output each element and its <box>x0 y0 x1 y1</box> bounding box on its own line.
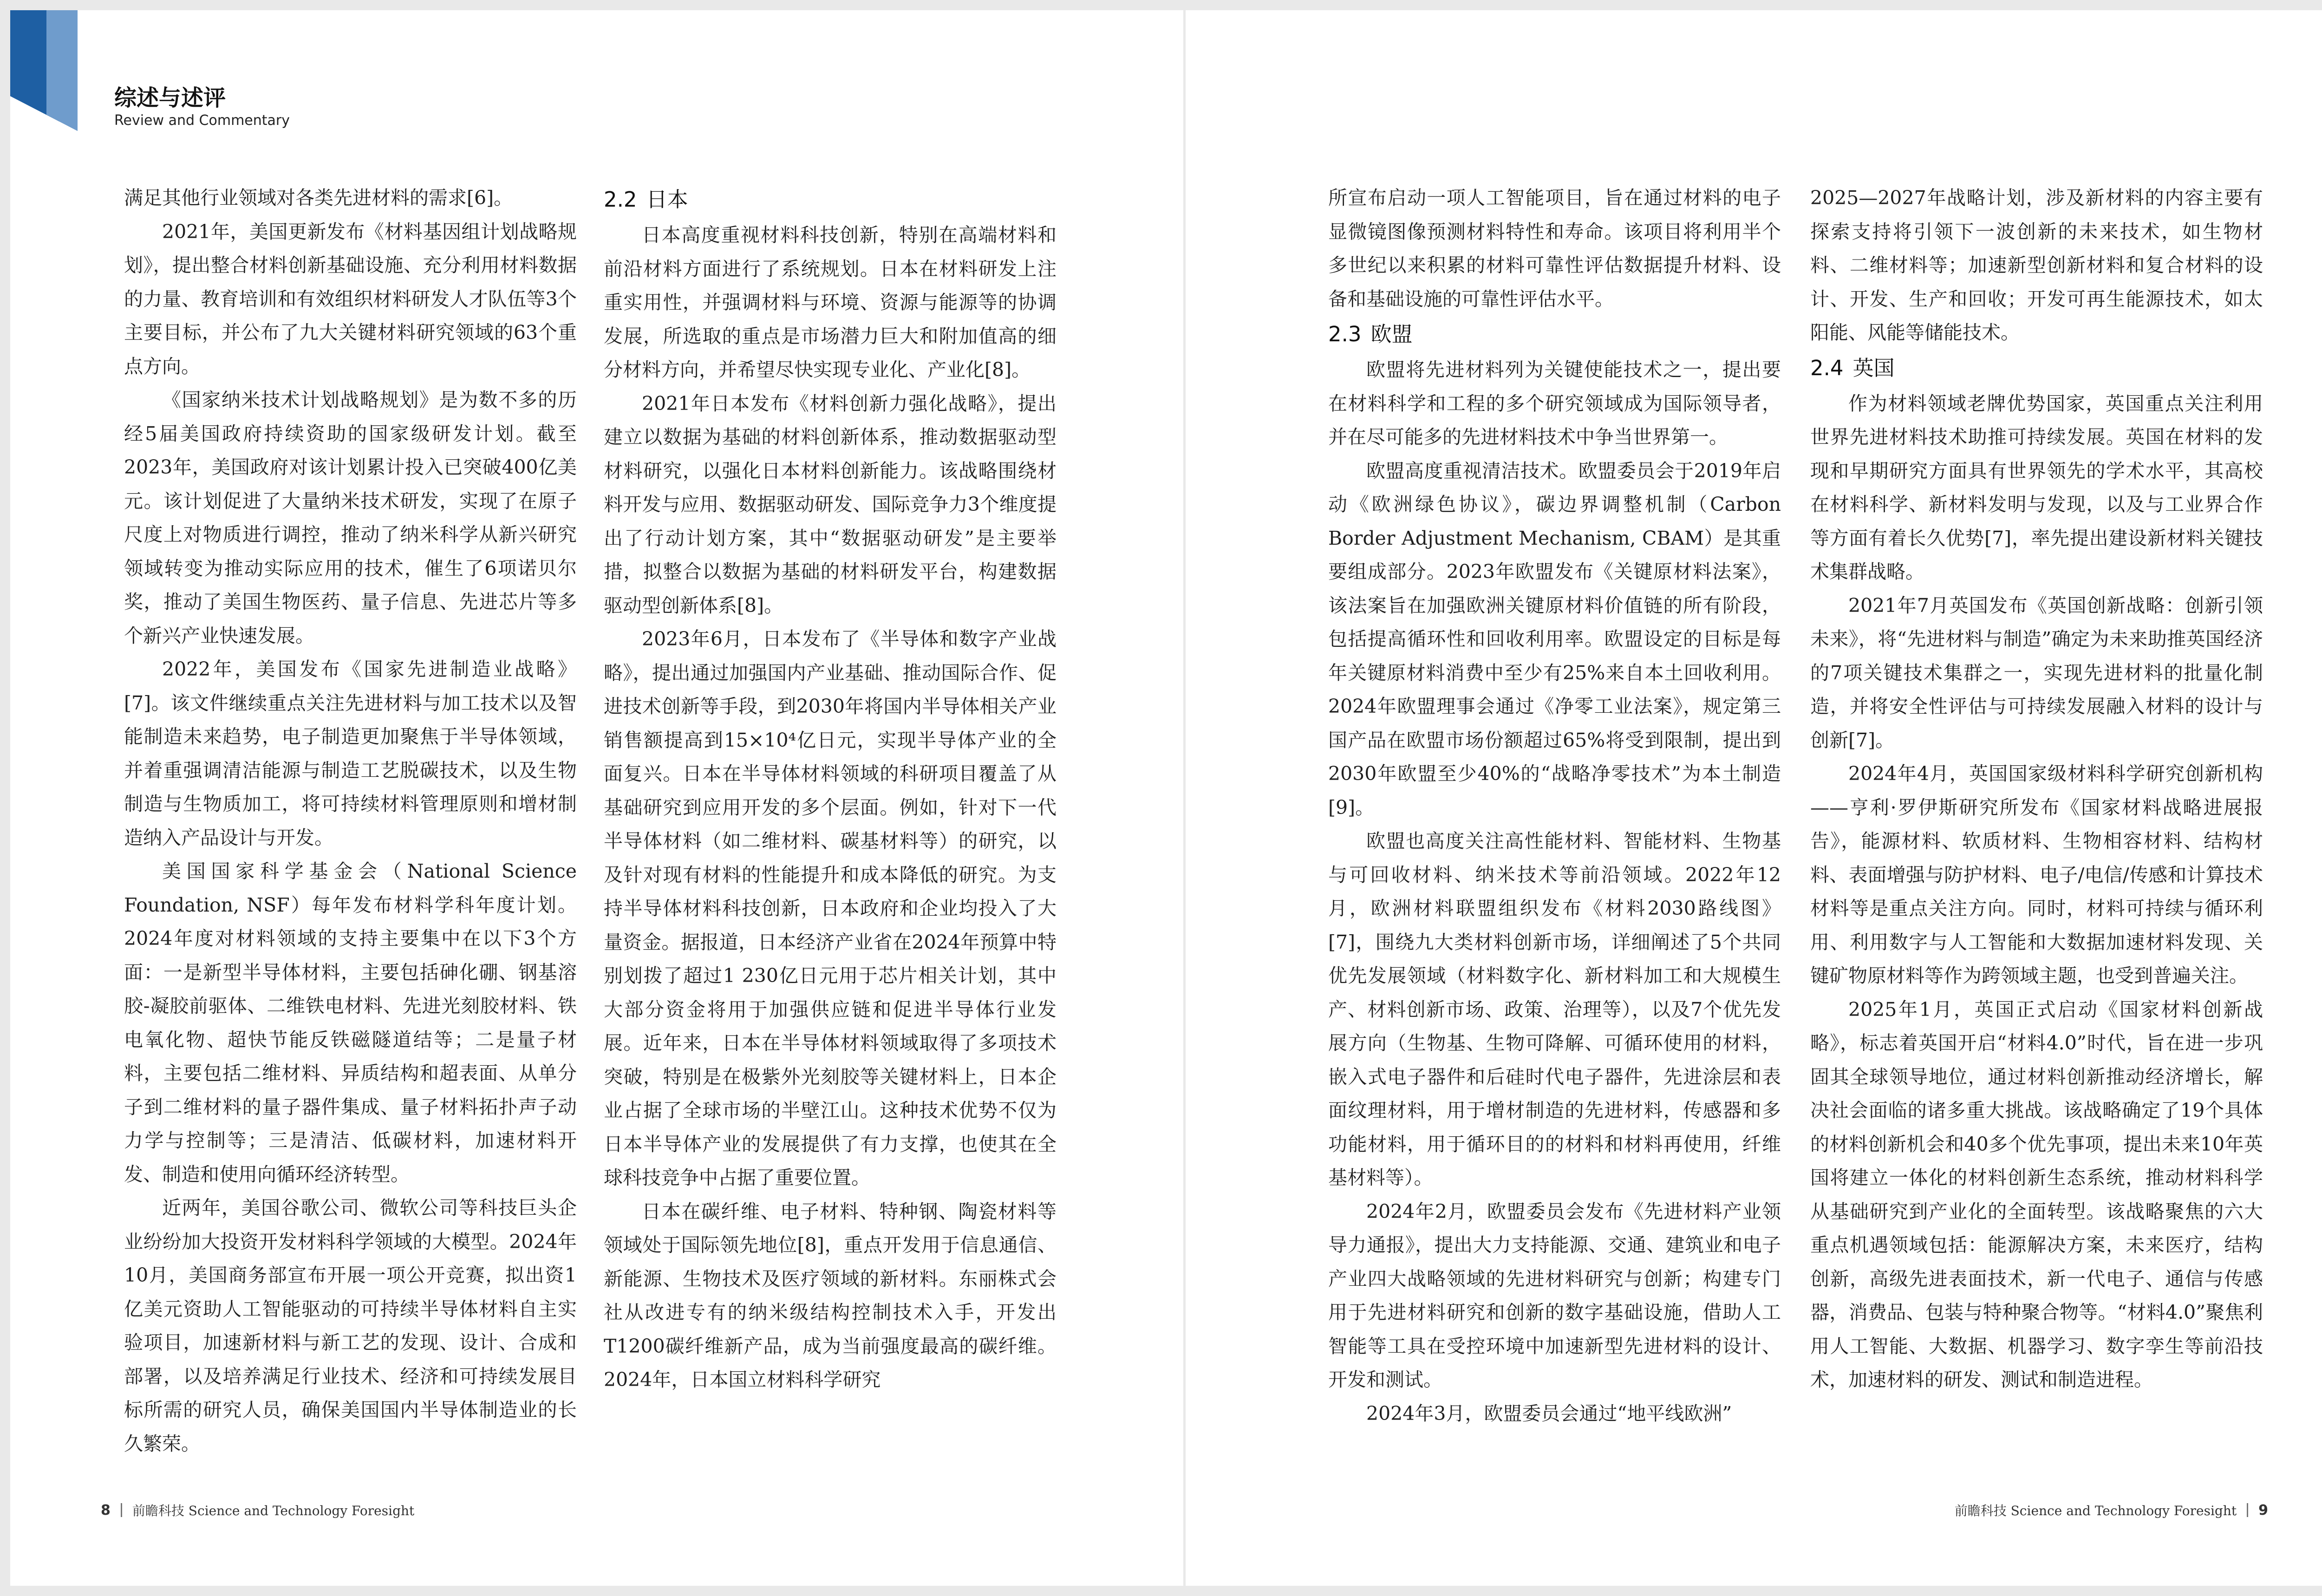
subsection-title: 欧盟 <box>1370 322 1413 346</box>
subsection-number: 2.4 <box>1810 355 1844 380</box>
text-column-2 <box>604 181 1057 1397</box>
subsection-heading <box>604 181 1057 218</box>
body-paragraph: 美国国家科学基金会（National Science Foundation, NSF）每年发布材料学科年度计划。2024年度对材料领域的支持主要集中在以下3个方面：一是新型半导体材料，主要包括砷化硼、钢基溶胶-凝胶前驱体、二维铁电材料、先进光刻胶材料、铁电氧化物、超快节能反铁磁隧道结等；二是量子材料，主要包括二维材料、异质结构和超表面、从单分子到二维材料的量子器件集成、量子材料拓扑声子动力学与控制等；三是清洁、低碳材料，加速材料开发、制造和使用向循环经济转型。 <box>124 860 577 1186</box>
journal-name: 前瞻科技 Science and Technology Foresight <box>1954 1503 2237 1518</box>
body-paragraph: 2021年，美国更新发布《材料基因组计划战略规划》，提出整合材料创新基础设施、充分利用材料数据的力量、教育培训和有效组织材料研发人才队伍等3个主要目标，并公布了九大关键材料研究领域的63个重点方向。 <box>124 220 577 378</box>
footer-divider <box>2247 1503 2248 1517</box>
body-paragraph: 2024年4月，英国国家级材料科学研究创新机构——亨利·罗伊斯研究所发布《国家材料战略进展报告》，能源材料、软质材料、生物相容材料、结构材料、表面增强与防护材料、电子/电信/传感和计算技术材料等是重点关注方向。同时，材料可持续与循环利用、利用数字与人工智能和大数据加速材料发现、关键矿物原材料等作为跨领域主题，也受到普遍关注。 <box>1810 762 2263 987</box>
subsection-title: 英国 <box>1852 355 1895 380</box>
body-paragraph: 作为材料领域老牌优势国家，英国重点关注利用世界先进材料技术助推可持续发展。英国在材料的发现和早期研究方面具有世界领先的学术水平，其高校在材料科学、新材料发明与发现，以及与工业界合作等方面有着长久优势[7]，率先提出建设新材料关键技术集群战略。 <box>1810 392 2263 583</box>
subsection-number: 2.2 <box>604 187 637 212</box>
left-page <box>10 10 1183 1586</box>
body-paragraph: 日本高度重视材料科技创新，特别在高端材料和前沿材料方面进行了系统规划。日本在材料研发上注重实用性，并强调材料与环境、资源与能源等的协调发展，所选取的重点是市场潜力巨大和附加值高的细分材料方向，并希望尽快实现专业化、产业化[8]。 <box>604 224 1057 381</box>
page-number: 8 <box>101 1502 111 1518</box>
text-column-4 <box>1810 181 2263 1397</box>
section-title: 综述与述评 <box>114 85 226 111</box>
section-subtitle: Review and Commentary <box>114 112 290 129</box>
subsection-number: 2.3 <box>1328 322 1362 346</box>
journal-name: 前瞻科技 Science and Technology Foresight <box>132 1503 415 1518</box>
text-column-1 <box>124 181 577 1460</box>
text-column-3 <box>1328 181 1781 1430</box>
subsection-heading <box>1328 316 1781 353</box>
subsection-title: 日本 <box>646 187 688 212</box>
body-paragraph: 2022年，美国发布《国家先进制造业战略》[7]。该文件继续重点关注先进材料与加工技术以及智能制造未来趋势，电子制造更加聚焦于半导体领域，并着重强调清洁能源与制造工艺脱碳技术，以及生物制造与生物质加工，将可持续材料管理原则和增材制造纳入产品设计与开发。 <box>124 658 577 849</box>
footer-divider <box>121 1503 122 1517</box>
body-paragraph: 2025—2027年战略计划，涉及新材料的内容主要有探索支持将引领下一波创新的未来技术，如生物材料、二维材料等；加速新型创新材料和复合材料的设计、开发、生产和回收；开发可再生能源技术，如太阳能、风能等储能技术。 <box>1810 187 2263 344</box>
body-paragraph: 2021年7月英国发布《英国创新战略：创新引领未来》，将“先进材料与制造”确定为未来助推英国经济的7项关键技术集群之一，实现先进材料的批量化制造，并将安全性评估与可持续发展融入材料的设计与创新[7]。 <box>1810 594 2263 751</box>
body-paragraph: 《国家纳米技术计划战略规划》是为数不多的历经5届美国政府持续资助的国家级研发计划。截至2023年，美国政府对该计划累计投入已突破400亿美元。该计划促进了大量纳米技术研发，实现了在原子尺度上对物质进行调控，推动了纳米科学从新兴研究领域转变为推动实际应用的技术，催生了6项诺贝尔奖，推动了美国生物医药、量子信息、先进芯片等多个新兴产业快速发展。 <box>124 389 577 647</box>
body-paragraph: 欧盟将先进材料列为关键使能技术之一，提出要在材料科学和工程的多个研究领域成为国际领导者，并在尽可能多的先进材料技术中争当世界第一。 <box>1328 358 1781 448</box>
body-paragraph: 欧盟高度重视清洁技术。欧盟委员会于2019年启动《欧洲绿色协议》，碳边界调整机制（Carbon Border Adjustment Mechanism, CBAM）是其重要组成部分。2023年欧盟发布《关键原材料法案》，该法案旨在加强欧洲关键原材料价值链的所有阶段，包括提高循环性和回收利用率。欧盟设定的目标是每年关键原材料消费中至少有25%来自本土回收利用。2024年欧盟理事会通过《净零工业法案》，规定第三国产品在欧盟市场份额超过65%将受到限制，提出到2030年欧盟至少40%的“战略净零技术”为本土制造[9]。 <box>1328 459 1781 819</box>
body-paragraph: 日本在碳纤维、电子材料、特种钢、陶瓷材料等领域处于国际领先地位[8]，重点开发用于信息通信、新能源、生物技术及医疗领域的新材料。东丽株式会社从改进专有的纳米级结构控制技术入手，开发出T1200碳纤维新产品，成为当前强度最高的碳纤维。2024年，日本国立材料科学研究 <box>604 1200 1057 1391</box>
body-paragraph: 2025年1月，英国正式启动《国家材料创新战略》，标志着英国开启“材料4.0”时代，旨在进一步巩固其全球领导地位，通过材料创新推动经济增长，解决社会面临的诸多重大挑战。该战略确定了19个具体的材料创新机会和40多个优先事项，提出未来10年英国将建立一体化的材料创新生态系统，推动材料科学从基础研究到产业化的全面转型。该战略聚焦的六大重点机遇领域包括：能源解决方案，未来医疗，结构创新，高级先进表面技术，新一代电子、通信与传感器，消费品、包装与特种聚合物等。“材料4.0”聚焦利用人工智能、大数据、机器学习、数字孪生等前沿技术，加速材料的研发、测试和制造进程。 <box>1810 998 2263 1391</box>
body-paragraph: 近两年，美国谷歌公司、微软公司等科技巨头企业纷纷加大投资开发材料科学领域的大模型。2024年10月，美国商务部宣布开展一项公开竞赛，拟出资1亿美元资助人工智能驱动的可持续半导体材料自主实验项目，加速新材料与新工艺的发现、设计、合成和部署，以及培养满足行业技术、经济和可持续发展目标所需的研究人员，确保美国国内半导体制造业的长久繁荣。 <box>124 1197 577 1455</box>
body-paragraph: 2024年2月，欧盟委员会发布《先进材料产业领导力通报》，提出大力支持能源、交通、建筑业和电子产业四大战略领域的先进材料研究与创新；构建专门用于先进材料研究和创新的数字基础设施，借助人工智能等工具在受控环境中加速新型先进材料的设计、开发和测试。 <box>1328 1200 1781 1391</box>
body-paragraph: 欧盟也高度关注高性能材料、智能材料、生物基与可回收材料、纳米技术等前沿领域。2022年12月，欧洲材料联盟组织发布《材料2030路线图》[7]，围绕九大类材料创新市场，详细阐述了5个共同优先发展领域（材料数字化、新材料加工和大规模生产、材料创新市场、政策、治理等），以及7个优先发展方向（生物基、生物可降解、可循环使用的材料，嵌入式电子器件和后硅时代电子器件，先进涂层和表面纹理材料，用于增材制造的先进材料，传感器和多功能材料，用于循环目的的材料和材料再使用，纤维基材料等）。 <box>1328 830 1781 1189</box>
body-paragraph: 所宣布启动一项人工智能项目，旨在通过材料的电子显微镜图像预测材料特性和寿命。该项目将利用半个多世纪以来积累的材料可靠性评估数据提升材料、设备和基础设施的可靠性评估水平。 <box>1328 187 1781 310</box>
page-footer-left <box>101 1501 414 1519</box>
body-paragraph: 2024年3月，欧盟委员会通过“地平线欧洲” <box>1366 1402 1732 1425</box>
subsection-heading <box>1810 350 2263 387</box>
body-paragraph: 满足其他行业领域对各类先进材料的需求[6]。 <box>124 187 513 209</box>
page-number: 9 <box>2258 1502 2268 1518</box>
page-footer-right <box>1955 1501 2268 1519</box>
body-paragraph: 2021年日本发布《材料创新力强化战略》，提出建立以数据为基础的材料创新体系，推动数据驱动型材料研究，以强化日本材料创新能力。该战略围绕材料开发与应用、数据驱动研发、国际竞争力3个维度提出了行动计划方案，其中“数据驱动研发”是主要举措，拟整合以数据为基础的材料研发平台，构建数据驱动型创新体系[8]。 <box>604 392 1057 617</box>
body-paragraph: 2023年6月，日本发布了《半导体和数字产业战略》，提出通过加强国内产业基础、推动国际合作、促进技术创新等手段，到2030年将国内半导体相关产业销售额提高到15×10⁴亿日元，实现半导体产业的全面复兴。日本在半导体材料领域的科研项目覆盖了从基础研究到应用开发的多个层面。例如，针对下一代半导体材料（如二维材料、碳基材料等）的研究，以及针对现有材料的性能提升和成本降低的研究。为支持半导体材料科技创新，日本政府和企业均投入了大量资金。据报道，日本经济产业省在2024年预算中特别划拨了超过1 230亿日元用于芯片相关计划，其中大部分资金将用于加强供应链和促进半导体行业发展。近年来，日本在半导体材料领域取得了多项技术突破，特别是在极紫外光刻胶等关键材料上，日本企业占据了全球市场的半壁江山。这种技术优势不仅为日本半导体产业的发展提供了有力支撑，也使其在全球科技竞争中占据了重要位置。 <box>604 628 1057 1189</box>
corner-logo-icon <box>10 10 122 131</box>
right-page <box>1186 10 2322 1586</box>
